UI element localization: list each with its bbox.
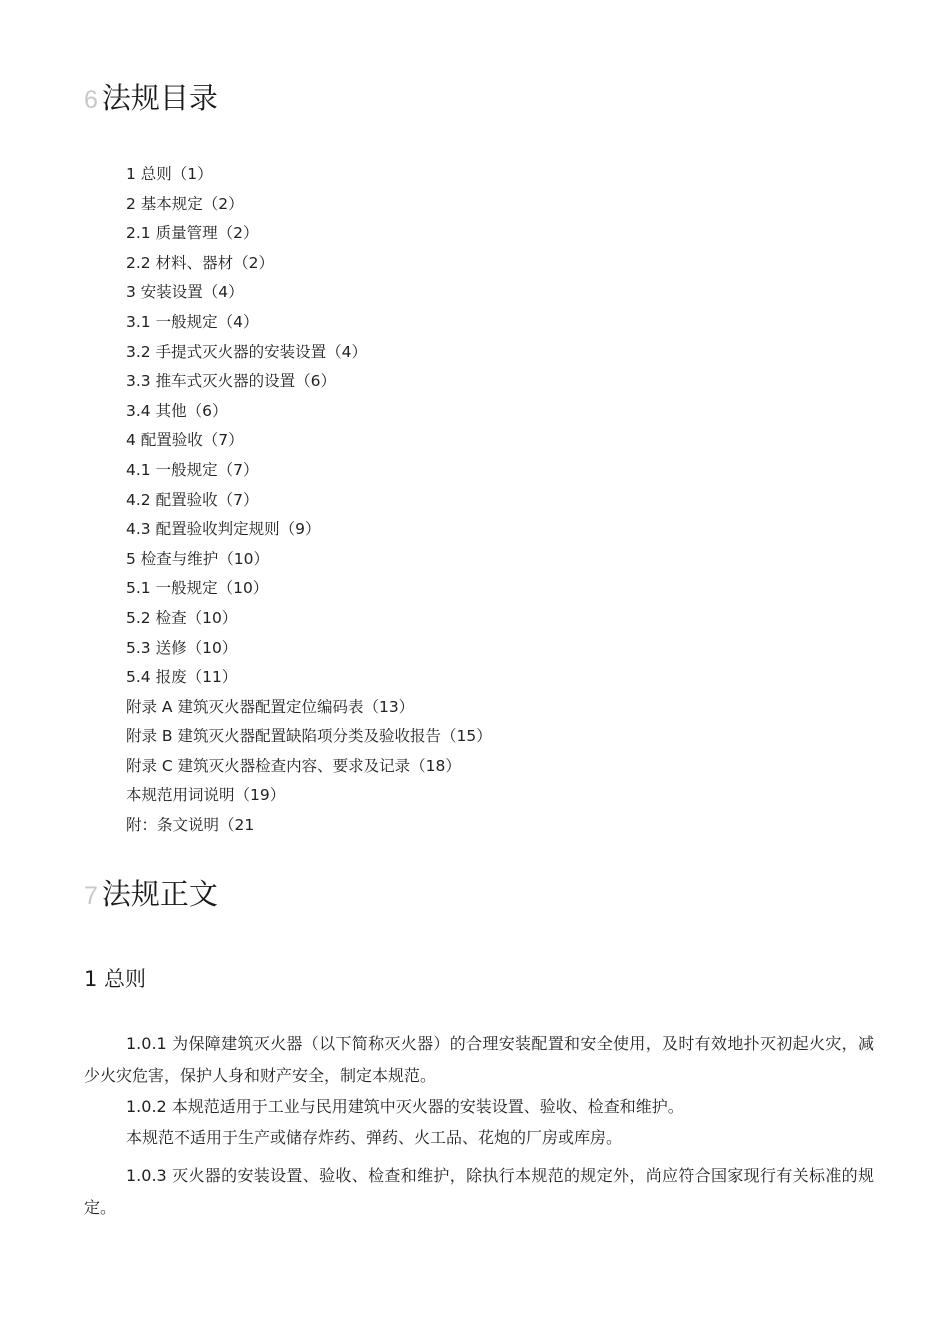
- toc-item[interactable]: 4.2 配置验收（7）: [126, 490, 259, 509]
- toc-item[interactable]: 5.3 送修（10）: [126, 638, 238, 657]
- toc-section-number: 6: [84, 86, 98, 114]
- toc-item[interactable]: 本规范用词说明（19）: [126, 786, 286, 805]
- toc-item[interactable]: 4 配置验收（7）: [126, 431, 244, 450]
- toc-item[interactable]: 5.2 检查（10）: [126, 608, 238, 627]
- toc-item[interactable]: 附录 B 建筑灭火器配置缺陷项分类及验收报告（15）: [126, 727, 492, 746]
- toc-item[interactable]: 附：条文说明（21: [126, 816, 255, 835]
- toc-item[interactable]: 2.1 质量管理（2）: [126, 224, 259, 243]
- body-section-heading: [84, 876, 218, 914]
- body-section-number: 7: [84, 882, 98, 910]
- toc-item[interactable]: 5 检查与维护（10）: [126, 549, 270, 568]
- body-section-title: 法规正文: [101, 877, 218, 911]
- clause-1-0-2-note: 本规范不适用于生产或储存炸药、弹药、火工品、花炮的厂房或库房。: [126, 1128, 623, 1147]
- toc-item[interactable]: 附录 C 建筑灭火器检查内容、要求及记录（18）: [126, 756, 461, 775]
- toc-item[interactable]: 4.3 配置验收判定规则（9）: [126, 520, 321, 539]
- clause-1-0-1: 1.0.1 为保障建筑灭火器（以下简称灭火器）的合理安装配置和安全使用，及时有效地扑灭初起火灾，减少火灾危害，保护人身和财产安全，制定本规范。: [84, 1034, 874, 1085]
- toc-item[interactable]: 4.1 一般规定（7）: [126, 460, 259, 479]
- toc-item[interactable]: 5.1 一般规定（10）: [126, 579, 269, 598]
- toc-item[interactable]: 附录 A 建筑灭火器配置定位编码表（13）: [126, 697, 415, 716]
- toc-item[interactable]: 2.2 材料、器材（2）: [126, 253, 274, 272]
- toc-section-title: 法规目录: [101, 81, 218, 115]
- toc-item[interactable]: 3.4 其他（6）: [126, 401, 228, 420]
- chapter-title: 1 总则: [84, 967, 147, 991]
- toc-item[interactable]: 3.1 一般规定（4）: [126, 312, 259, 331]
- toc-item[interactable]: 3.3 推车式灭火器的设置（6）: [126, 372, 336, 391]
- toc-item[interactable]: 5.4 报废（11）: [126, 668, 238, 687]
- toc-item[interactable]: 3.2 手提式灭火器的安装设置（4）: [126, 342, 367, 361]
- toc-item[interactable]: 1 总则（1）: [126, 165, 213, 183]
- clause-1-0-3: 1.0.3 灭火器的安装设置、验收、检查和维护，除执行本规范的规定外，尚应符合国家现行有关标准的规定。: [84, 1166, 874, 1217]
- toc-section-heading: [84, 80, 218, 118]
- clause-1-0-2: 1.0.2 本规范适用于工业与民用建筑中灭火器的安装设置、验收、检查和维护。: [126, 1097, 684, 1116]
- toc-item[interactable]: 3 安装设置（4）: [126, 283, 244, 302]
- toc-item[interactable]: 2 基本规定（2）: [126, 194, 244, 213]
- table-of-contents: [126, 160, 492, 841]
